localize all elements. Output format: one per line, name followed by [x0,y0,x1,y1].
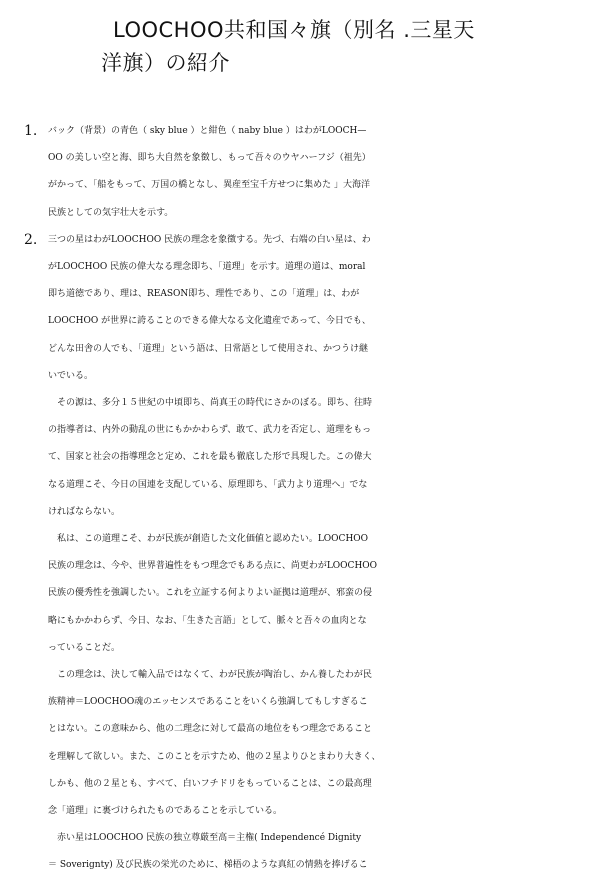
document-body [24,118,584,880]
text-line: っていることだ。 [48,642,121,653]
text-line: OO の美しい空と海、即ち大自然を象徴し、もって吾々のウヤハーフジ（祖先） [48,153,371,164]
text-line: 私は、この道理こそ、わが民族が創造した文化価値と認めたい。LOOCHOO [48,534,369,545]
text-line: 民族としての気宇壮大を示す。 [48,207,174,218]
text-line: ＝ Soverignty) 及び民族の栄光のために、梯梧のような真紅の情熱を捧げるこ [48,860,368,871]
paragraph-origin [24,390,584,526]
text-line: とはない。この意味から、他の二理念に対して最高の地位をもつ理念であること [48,724,373,735]
text-line: いでいる。 [48,370,94,381]
text-line: しかも、他の２星とも、すべて、白いフチドリをもっていることは、この最高理 [48,778,372,789]
text-line: 念「道理」に裏づけられたものであることを示している。 [48,806,283,817]
text-line: 略にもかかわらず、今日、なお、「生きた言語」として、脈々と吾々の血肉とな [48,615,367,626]
text-line: がLOOCHOO 民族の偉大なる理念即ち、「道理」を示す。道理の道は、moral [48,262,366,273]
text-line: 赤い星はLOOCHOO 民族の独立尊厳至高＝主権( Independencé Dignity [48,833,362,844]
paragraph-spirit [24,662,584,825]
text-line: の指導者は、内外の動乱の世にもかかわらず、敢て、武力を否定し、道理をもっ [48,425,372,436]
text-line: て、国家と社会の指導理念と定め、これを最も徹底した形で具現した。この偉大 [48,452,372,463]
text-line: がかって、「船をもって、万国の橋となし、異産至宝千方せつに集めた 」大海洋 [48,180,371,191]
title-line-1: LOOCHOO共和国々旗（別名 .三星天 [113,18,475,42]
list-item-number: 2. [24,231,38,248]
text-line: この理念は、決して輸入品ではなくて、わが民族が陶治し、かん養したわが民 [48,670,372,681]
title-line-2: 洋旗）の紹介 [101,51,230,75]
text-line: LOOCHOO が世界に誇ることのできる偉大なる文化遺産であって、今日でも、 [48,316,371,327]
text-line: 民族の優秀性を強調したい。これを立証する何よりよい証拠は道理が、邪蛮の侵 [48,588,373,599]
text-line: なる道理こそ、今日の国連を支配している、原理即ち、「武力より道理へ」でな [48,479,368,490]
paragraph-cultural-value [24,526,584,662]
list-item-number: 1. [24,123,38,139]
text-line: 族精神＝LOOCHOO魂のエッセンスであることをいくら強調してもしすぎるこ [48,697,368,708]
text-line: バック（背景）の青色（ sky blue ）と紺色（ naby blue ）はわがLOOCH— [48,126,367,136]
text-line: 三つの星はわがLOOCHOO 民族の理念を象徴する。先づ、右端の白い星は、わ [48,234,371,245]
text-line: その源は、多分１５世紀の中頃即ち、尚真王の時代にさかのぼる。即ち、往時 [48,398,373,409]
text-line: を理解して欲しい。また、このことを示すため、他の２星よりひとまわり大きく、 [48,751,381,762]
document-title [101,14,533,80]
text-line: どんな田舎の人でも、「道理」という語は、日常語として使用され、かつうけ継 [48,343,369,354]
text-line: ければならない。 [48,506,121,517]
text-line: 民族の理念は、今や、世界普遍性をもつ理念でもある点に、尚更わがLOOCHOO [48,561,378,572]
text-line: 即ち道徳であり、理は、REASON即ち、理性であり、この「道理」は、わが [48,289,360,300]
list-item-1 [24,118,584,227]
paragraph-red-star [24,825,584,879]
list-item-2 [24,227,584,390]
